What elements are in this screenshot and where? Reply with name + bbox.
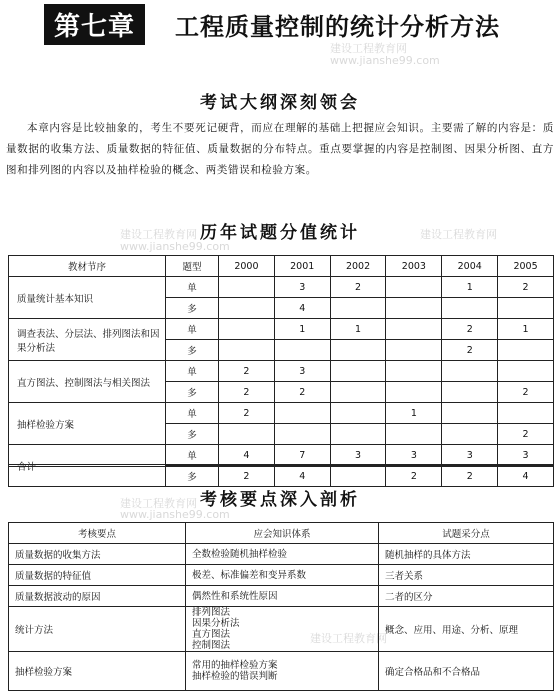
score-cell: 7 <box>274 445 330 466</box>
score-cell <box>386 319 442 340</box>
score-cell <box>386 424 442 445</box>
score-cell: 2 <box>442 340 498 361</box>
question-type: 多 <box>166 424 219 445</box>
table-row <box>9 652 554 691</box>
score-point: 概念、应用、用途、分析、原理 <box>379 607 554 652</box>
key-point: 质量数据的收集方法 <box>9 544 186 565</box>
row-topic: 调查表法、分层法、排列图法和因果分析法 <box>9 319 166 361</box>
knowledge-item: 极差、标准偏差和变异系数 <box>192 569 307 581</box>
table-header-row <box>9 256 554 277</box>
question-type: 单 <box>166 361 219 382</box>
score-cell <box>219 319 275 340</box>
question-type: 单 <box>166 277 219 298</box>
score-cell: 3 <box>274 277 330 298</box>
key-points-table <box>8 522 554 691</box>
column-header: 2004 <box>442 256 498 277</box>
row-topic: 质量统计基本知识 <box>9 277 166 319</box>
row-topic: 抽样检验方案 <box>9 403 166 445</box>
score-cell: 1 <box>386 403 442 424</box>
key-point: 统计方法 <box>9 607 186 652</box>
score-cell <box>330 403 386 424</box>
table-row <box>9 544 554 565</box>
score-cell: 1 <box>330 319 386 340</box>
score-cell: 4 <box>219 445 275 466</box>
row-topic: 直方图法、控制图法与相关图法 <box>9 361 166 403</box>
watermark: 建设工程教育网 <box>310 632 387 645</box>
section-divider <box>8 464 554 467</box>
chapter-header <box>44 4 500 44</box>
score-cell: 2 <box>442 466 498 487</box>
knowledge-system <box>186 586 379 607</box>
score-cell <box>330 298 386 319</box>
key-point: 抽样检验方案 <box>9 652 186 691</box>
table-row <box>9 607 554 652</box>
question-type: 多 <box>166 340 219 361</box>
knowledge-item: 直方图法 <box>192 629 231 640</box>
score-cell <box>442 382 498 403</box>
score-cell: 2 <box>386 466 442 487</box>
knowledge-item: 控制图法 <box>192 640 231 651</box>
score-cell <box>219 277 275 298</box>
watermark: 建设工程教育网 <box>120 228 197 241</box>
table-row <box>9 361 554 382</box>
score-cell <box>498 340 554 361</box>
table-row <box>9 565 554 586</box>
row-topic: 合计 <box>9 445 166 487</box>
question-type: 多 <box>166 466 219 487</box>
watermark-url: www.jianshe99.com <box>120 508 230 521</box>
score-cell: 2 <box>330 277 386 298</box>
score-cell: 2 <box>219 466 275 487</box>
score-cell <box>274 340 330 361</box>
knowledge-system <box>186 544 379 565</box>
score-cell: 1 <box>498 319 554 340</box>
score-cell <box>219 298 275 319</box>
score-cell: 2 <box>498 424 554 445</box>
score-cell: 4 <box>274 298 330 319</box>
score-cell <box>219 424 275 445</box>
score-cell <box>330 340 386 361</box>
score-cell <box>442 424 498 445</box>
knowledge-item: 抽样检验的错误判断 <box>192 671 278 682</box>
question-type: 单 <box>166 403 219 424</box>
column-header: 2005 <box>498 256 554 277</box>
watermark-url: www.jianshe99.com <box>330 54 440 67</box>
section-title-score-stats: 历年试题分值统计 <box>200 223 360 243</box>
score-cell: 1 <box>274 319 330 340</box>
score-cell: 4 <box>274 466 330 487</box>
section-title-key-points: 考核要点深入剖析 <box>200 490 360 510</box>
knowledge-item: 偶然性和系统性原因 <box>192 590 278 602</box>
knowledge-system <box>186 607 379 652</box>
watermark-url: www.jianshe99.com <box>120 240 230 253</box>
score-cell: 3 <box>274 361 330 382</box>
score-point: 三者关系 <box>379 565 554 586</box>
score-cell <box>219 340 275 361</box>
score-cell: 4 <box>498 466 554 487</box>
watermark: 建设工程教育网 <box>330 42 407 55</box>
score-cell: 2 <box>498 277 554 298</box>
question-type: 单 <box>166 445 219 466</box>
score-cell: 3 <box>330 445 386 466</box>
table-row <box>9 586 554 607</box>
table-row <box>9 403 554 424</box>
score-cell: 2 <box>219 382 275 403</box>
score-cell: 2 <box>274 382 330 403</box>
watermark: 建设工程教育网 <box>120 497 197 510</box>
column-header: 应会知识体系 <box>186 523 379 544</box>
score-cell <box>386 361 442 382</box>
question-type: 单 <box>166 319 219 340</box>
table-header-row <box>9 523 554 544</box>
score-cell: 3 <box>442 445 498 466</box>
score-cell <box>330 466 386 487</box>
score-cell <box>498 361 554 382</box>
score-cell: 2 <box>219 361 275 382</box>
score-cell: 3 <box>386 445 442 466</box>
score-cell <box>386 382 442 403</box>
score-point: 随机抽样的具体方法 <box>379 544 554 565</box>
column-header: 题型 <box>166 256 219 277</box>
knowledge-system <box>186 565 379 586</box>
section-title-syllabus: 考试大纲深刻领会 <box>200 93 360 113</box>
column-header: 教材节序 <box>9 256 166 277</box>
score-cell <box>442 361 498 382</box>
column-header: 2003 <box>386 256 442 277</box>
chapter-title: 工程质量控制的统计分析方法 <box>175 12 501 41</box>
question-type: 多 <box>166 298 219 319</box>
column-header: 2002 <box>330 256 386 277</box>
score-cell: 2 <box>219 403 275 424</box>
score-stats-table <box>8 255 554 487</box>
knowledge-item: 因果分析法 <box>192 618 240 629</box>
column-header: 2000 <box>219 256 275 277</box>
table-row <box>9 277 554 298</box>
score-cell: 1 <box>442 277 498 298</box>
score-cell <box>442 298 498 319</box>
table-row <box>9 445 554 466</box>
score-cell <box>498 403 554 424</box>
key-point: 质量数据波动的原因 <box>9 586 186 607</box>
score-point: 确定合格品和不合格品 <box>379 652 554 691</box>
table-row <box>9 319 554 340</box>
score-cell <box>330 382 386 403</box>
score-cell: 3 <box>498 445 554 466</box>
score-cell <box>498 298 554 319</box>
score-cell <box>386 277 442 298</box>
score-cell <box>386 340 442 361</box>
score-point: 二者的区分 <box>379 586 554 607</box>
knowledge-item: 排列图法 <box>192 607 231 618</box>
column-header: 2001 <box>274 256 330 277</box>
knowledge-item: 全数检验随机抽样检验 <box>192 548 288 560</box>
score-cell <box>274 403 330 424</box>
score-cell <box>274 424 330 445</box>
knowledge-item: 常用的抽样检验方案 <box>192 660 278 671</box>
score-cell: 2 <box>498 382 554 403</box>
column-header: 试题采分点 <box>379 523 554 544</box>
score-cell: 2 <box>442 319 498 340</box>
score-cell <box>330 361 386 382</box>
score-cell <box>386 298 442 319</box>
question-type: 多 <box>166 382 219 403</box>
column-header: 考核要点 <box>9 523 186 544</box>
watermark: 建设工程教育网 <box>420 228 497 241</box>
key-point: 质量数据的特征值 <box>9 565 186 586</box>
knowledge-system <box>186 652 379 691</box>
score-cell <box>442 403 498 424</box>
chapter-label: 第七章 <box>44 4 145 45</box>
score-cell <box>330 424 386 445</box>
intro-paragraph: 本章内容是比较抽象的，考生不要死记硬背，而应在理解的基础上把握应会知识。主要需了解的内容是：质量数据的收集方法、质量数据的特征值、质量数据的分布特点。重点要掌握的内容是控制图、因果分析图、直方图和排列图的内容以及抽样检验的概念、两类错误和检验方案。 <box>6 122 554 176</box>
